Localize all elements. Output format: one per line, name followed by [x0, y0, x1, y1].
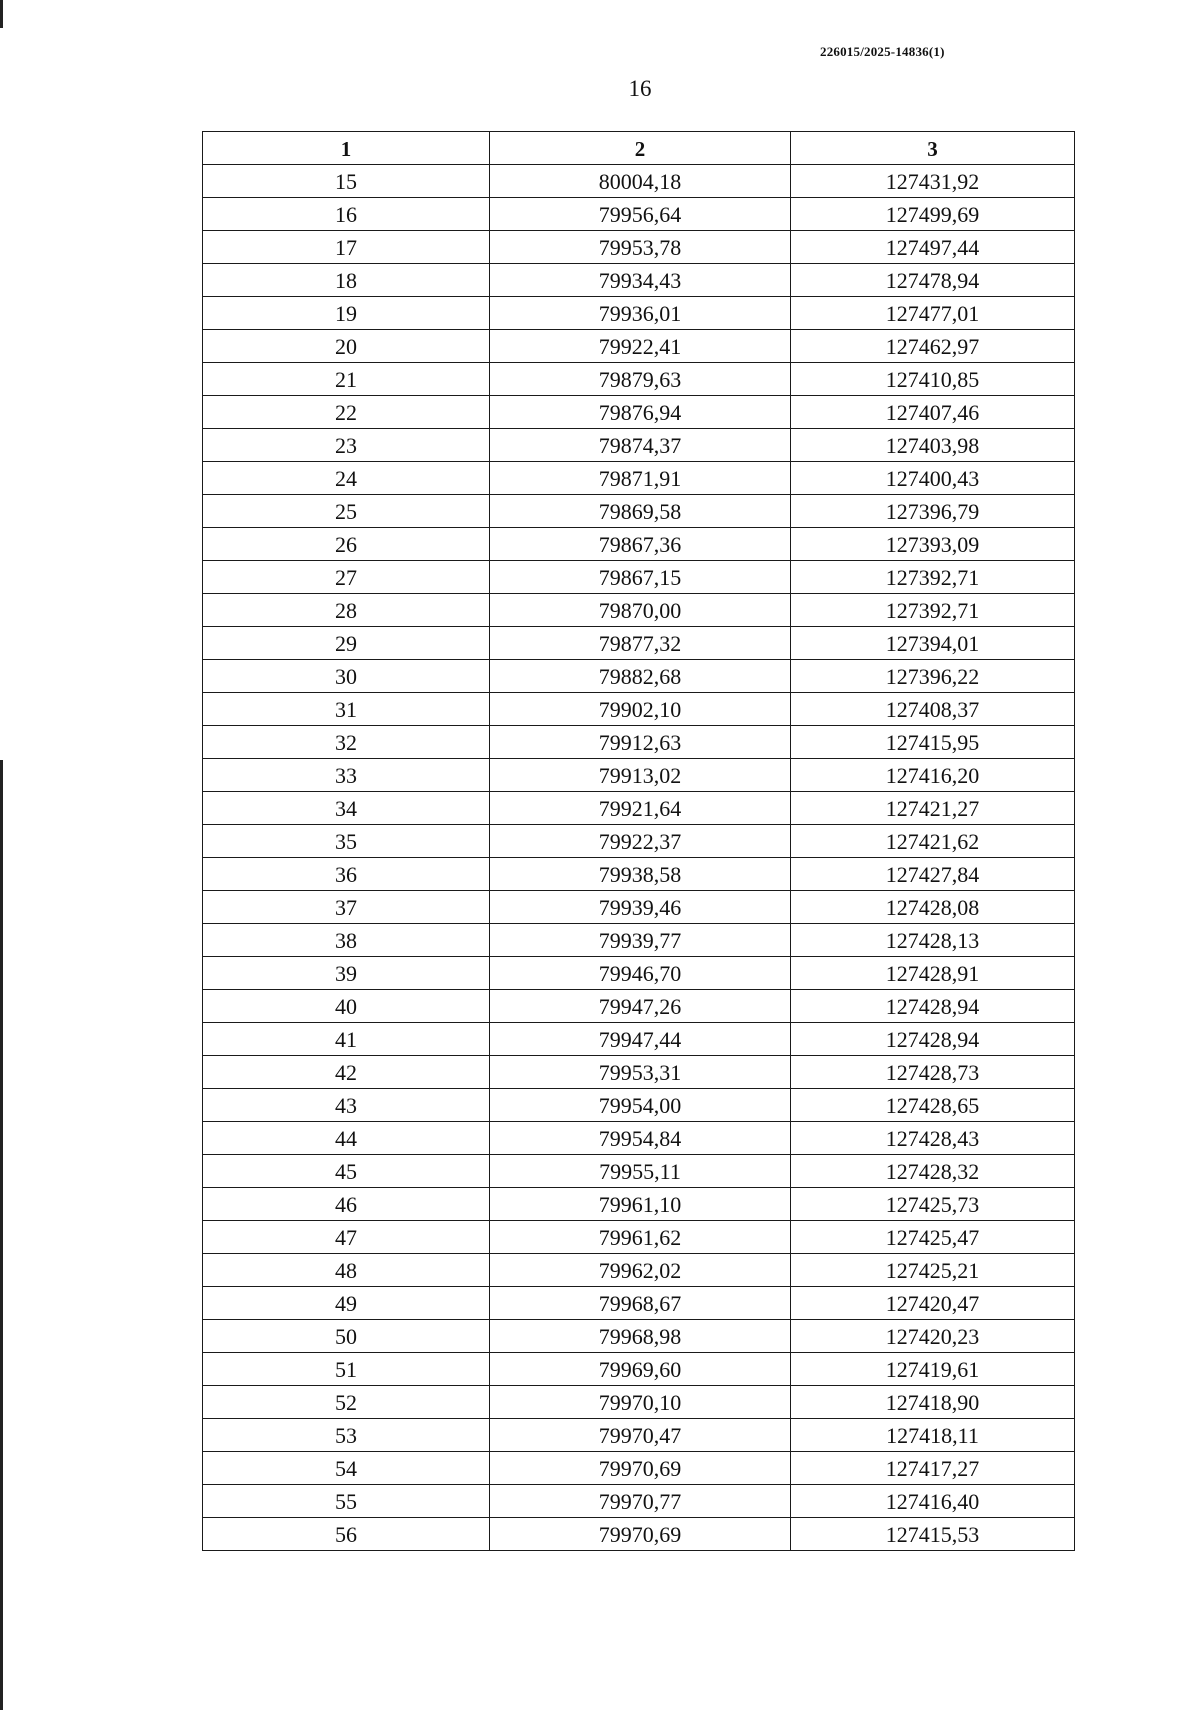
table-row [203, 198, 1075, 231]
point-number-cell: 34 [203, 792, 490, 825]
coordinates-table [202, 131, 1075, 1551]
x-coordinate-cell: 79956,64 [490, 198, 791, 231]
point-number-cell: 31 [203, 693, 490, 726]
y-coordinate-cell: 127418,11 [791, 1419, 1075, 1452]
point-number-cell: 50 [203, 1320, 490, 1353]
table-row [203, 891, 1075, 924]
x-coordinate-cell: 79970,77 [490, 1485, 791, 1518]
point-number-cell: 32 [203, 726, 490, 759]
x-coordinate-cell: 79921,64 [490, 792, 791, 825]
x-coordinate-cell: 79912,63 [490, 726, 791, 759]
table-row [203, 1452, 1075, 1485]
table-row [203, 1122, 1075, 1155]
y-coordinate-cell: 127421,27 [791, 792, 1075, 825]
point-number-cell: 30 [203, 660, 490, 693]
y-coordinate-cell: 127420,23 [791, 1320, 1075, 1353]
y-coordinate-cell: 127428,08 [791, 891, 1075, 924]
table-row [203, 363, 1075, 396]
point-number-cell: 37 [203, 891, 490, 924]
y-coordinate-cell: 127421,62 [791, 825, 1075, 858]
x-coordinate-cell: 79938,58 [490, 858, 791, 891]
point-number-cell: 52 [203, 1386, 490, 1419]
table-row [203, 528, 1075, 561]
point-number-cell: 15 [203, 165, 490, 198]
y-coordinate-cell: 127410,85 [791, 363, 1075, 396]
table-row [203, 1056, 1075, 1089]
y-coordinate-cell: 127425,47 [791, 1221, 1075, 1254]
table-row [203, 330, 1075, 363]
table-row [203, 858, 1075, 891]
point-number-cell: 25 [203, 495, 490, 528]
x-coordinate-cell: 79939,77 [490, 924, 791, 957]
x-coordinate-cell: 79954,00 [490, 1089, 791, 1122]
scan-edge-mark-middle [0, 760, 3, 1710]
x-coordinate-cell: 79970,69 [490, 1518, 791, 1551]
y-coordinate-cell: 127408,37 [791, 693, 1075, 726]
point-number-cell: 51 [203, 1353, 490, 1386]
table-row [203, 759, 1075, 792]
y-coordinate-cell: 127415,95 [791, 726, 1075, 759]
point-number-cell: 41 [203, 1023, 490, 1056]
y-coordinate-cell: 127393,09 [791, 528, 1075, 561]
y-coordinate-cell: 127418,90 [791, 1386, 1075, 1419]
table-row [203, 1419, 1075, 1452]
y-coordinate-cell: 127419,61 [791, 1353, 1075, 1386]
x-coordinate-cell: 79936,01 [490, 297, 791, 330]
x-coordinate-cell: 79867,15 [490, 561, 791, 594]
y-coordinate-cell: 127407,46 [791, 396, 1075, 429]
table-row [203, 297, 1075, 330]
point-number-cell: 28 [203, 594, 490, 627]
point-number-cell: 56 [203, 1518, 490, 1551]
table-row [203, 429, 1075, 462]
table-row [203, 660, 1075, 693]
x-coordinate-cell: 79962,02 [490, 1254, 791, 1287]
x-coordinate-cell: 79913,02 [490, 759, 791, 792]
y-coordinate-cell: 127428,94 [791, 990, 1075, 1023]
table-row [203, 1287, 1075, 1320]
point-number-cell: 42 [203, 1056, 490, 1089]
x-coordinate-cell: 79874,37 [490, 429, 791, 462]
point-number-cell: 19 [203, 297, 490, 330]
point-number-cell: 21 [203, 363, 490, 396]
table-row [203, 1089, 1075, 1122]
y-coordinate-cell: 127416,20 [791, 759, 1075, 792]
y-coordinate-cell: 127392,71 [791, 561, 1075, 594]
point-number-cell: 49 [203, 1287, 490, 1320]
x-coordinate-cell: 79934,43 [490, 264, 791, 297]
table-row [203, 1155, 1075, 1188]
x-coordinate-cell: 79947,26 [490, 990, 791, 1023]
table-row [203, 561, 1075, 594]
x-coordinate-cell: 79871,91 [490, 462, 791, 495]
table-row [203, 1353, 1075, 1386]
x-coordinate-cell: 79947,44 [490, 1023, 791, 1056]
column-header: 1 [203, 132, 490, 165]
x-coordinate-cell: 80004,18 [490, 165, 791, 198]
y-coordinate-cell: 127462,97 [791, 330, 1075, 363]
x-coordinate-cell: 79902,10 [490, 693, 791, 726]
x-coordinate-cell: 79870,00 [490, 594, 791, 627]
table-row [203, 231, 1075, 264]
y-coordinate-cell: 127425,73 [791, 1188, 1075, 1221]
table-row [203, 957, 1075, 990]
point-number-cell: 46 [203, 1188, 490, 1221]
point-number-cell: 38 [203, 924, 490, 957]
table-row [203, 990, 1075, 1023]
point-number-cell: 16 [203, 198, 490, 231]
y-coordinate-cell: 127396,79 [791, 495, 1075, 528]
table-row [203, 693, 1075, 726]
point-number-cell: 29 [203, 627, 490, 660]
table-row [203, 792, 1075, 825]
y-coordinate-cell: 127425,21 [791, 1254, 1075, 1287]
y-coordinate-cell: 127478,94 [791, 264, 1075, 297]
table-row [203, 825, 1075, 858]
y-coordinate-cell: 127400,43 [791, 462, 1075, 495]
x-coordinate-cell: 79879,63 [490, 363, 791, 396]
x-coordinate-cell: 79953,31 [490, 1056, 791, 1089]
point-number-cell: 23 [203, 429, 490, 462]
y-coordinate-cell: 127428,94 [791, 1023, 1075, 1056]
x-coordinate-cell: 79946,70 [490, 957, 791, 990]
table-row [203, 594, 1075, 627]
table-row [203, 1386, 1075, 1419]
point-number-cell: 54 [203, 1452, 490, 1485]
column-header: 3 [791, 132, 1075, 165]
y-coordinate-cell: 127428,13 [791, 924, 1075, 957]
y-coordinate-cell: 127428,32 [791, 1155, 1075, 1188]
table-row [203, 396, 1075, 429]
point-number-cell: 33 [203, 759, 490, 792]
table-row [203, 1320, 1075, 1353]
table-row [203, 1254, 1075, 1287]
y-coordinate-cell: 127428,65 [791, 1089, 1075, 1122]
point-number-cell: 43 [203, 1089, 490, 1122]
scan-edge-mark-top [0, 0, 3, 28]
x-coordinate-cell: 79882,68 [490, 660, 791, 693]
y-coordinate-cell: 127427,84 [791, 858, 1075, 891]
point-number-cell: 45 [203, 1155, 490, 1188]
y-coordinate-cell: 127417,27 [791, 1452, 1075, 1485]
point-number-cell: 53 [203, 1419, 490, 1452]
point-number-cell: 44 [203, 1122, 490, 1155]
x-coordinate-cell: 79970,10 [490, 1386, 791, 1419]
table-row [203, 1485, 1075, 1518]
point-number-cell: 22 [203, 396, 490, 429]
point-number-cell: 40 [203, 990, 490, 1023]
table-row [203, 495, 1075, 528]
x-coordinate-cell: 79939,46 [490, 891, 791, 924]
x-coordinate-cell: 79877,32 [490, 627, 791, 660]
y-coordinate-cell: 127428,91 [791, 957, 1075, 990]
x-coordinate-cell: 79961,10 [490, 1188, 791, 1221]
y-coordinate-cell: 127499,69 [791, 198, 1075, 231]
y-coordinate-cell: 127416,40 [791, 1485, 1075, 1518]
x-coordinate-cell: 79968,67 [490, 1287, 791, 1320]
x-coordinate-cell: 79876,94 [490, 396, 791, 429]
y-coordinate-cell: 127431,92 [791, 165, 1075, 198]
y-coordinate-cell: 127415,53 [791, 1518, 1075, 1551]
point-number-cell: 36 [203, 858, 490, 891]
x-coordinate-cell: 79922,37 [490, 825, 791, 858]
y-coordinate-cell: 127428,43 [791, 1122, 1075, 1155]
table-body [203, 165, 1075, 1551]
point-number-cell: 55 [203, 1485, 490, 1518]
table-row [203, 1518, 1075, 1551]
point-number-cell: 35 [203, 825, 490, 858]
page-number: 16 [628, 76, 652, 101]
point-number-cell: 24 [203, 462, 490, 495]
x-coordinate-cell: 79922,41 [490, 330, 791, 363]
table-row [203, 1023, 1075, 1056]
table-row [203, 264, 1075, 297]
x-coordinate-cell: 79953,78 [490, 231, 791, 264]
table-row [203, 924, 1075, 957]
y-coordinate-cell: 127403,98 [791, 429, 1075, 462]
y-coordinate-cell: 127392,71 [791, 594, 1075, 627]
table-header-row [203, 132, 1075, 165]
y-coordinate-cell: 127420,47 [791, 1287, 1075, 1320]
point-number-cell: 18 [203, 264, 490, 297]
x-coordinate-cell: 79961,62 [490, 1221, 791, 1254]
column-header: 2 [490, 132, 791, 165]
point-number-cell: 27 [203, 561, 490, 594]
y-coordinate-cell: 127497,44 [791, 231, 1075, 264]
x-coordinate-cell: 79969,60 [490, 1353, 791, 1386]
document-reference-number: 226015/2025-14836(1) [820, 44, 945, 59]
point-number-cell: 20 [203, 330, 490, 363]
point-number-cell: 26 [203, 528, 490, 561]
table-row [203, 165, 1075, 198]
x-coordinate-cell: 79970,47 [490, 1419, 791, 1452]
point-number-cell: 47 [203, 1221, 490, 1254]
y-coordinate-cell: 127428,73 [791, 1056, 1075, 1089]
y-coordinate-cell: 127394,01 [791, 627, 1075, 660]
x-coordinate-cell: 79970,69 [490, 1452, 791, 1485]
y-coordinate-cell: 127477,01 [791, 297, 1075, 330]
point-number-cell: 17 [203, 231, 490, 264]
table-row [203, 627, 1075, 660]
table-row [203, 1188, 1075, 1221]
point-number-cell: 48 [203, 1254, 490, 1287]
y-coordinate-cell: 127396,22 [791, 660, 1075, 693]
x-coordinate-cell: 79955,11 [490, 1155, 791, 1188]
x-coordinate-cell: 79867,36 [490, 528, 791, 561]
point-number-cell: 39 [203, 957, 490, 990]
x-coordinate-cell: 79954,84 [490, 1122, 791, 1155]
table-row [203, 1221, 1075, 1254]
x-coordinate-cell: 79869,58 [490, 495, 791, 528]
x-coordinate-cell: 79968,98 [490, 1320, 791, 1353]
table-row [203, 726, 1075, 759]
table-row [203, 462, 1075, 495]
